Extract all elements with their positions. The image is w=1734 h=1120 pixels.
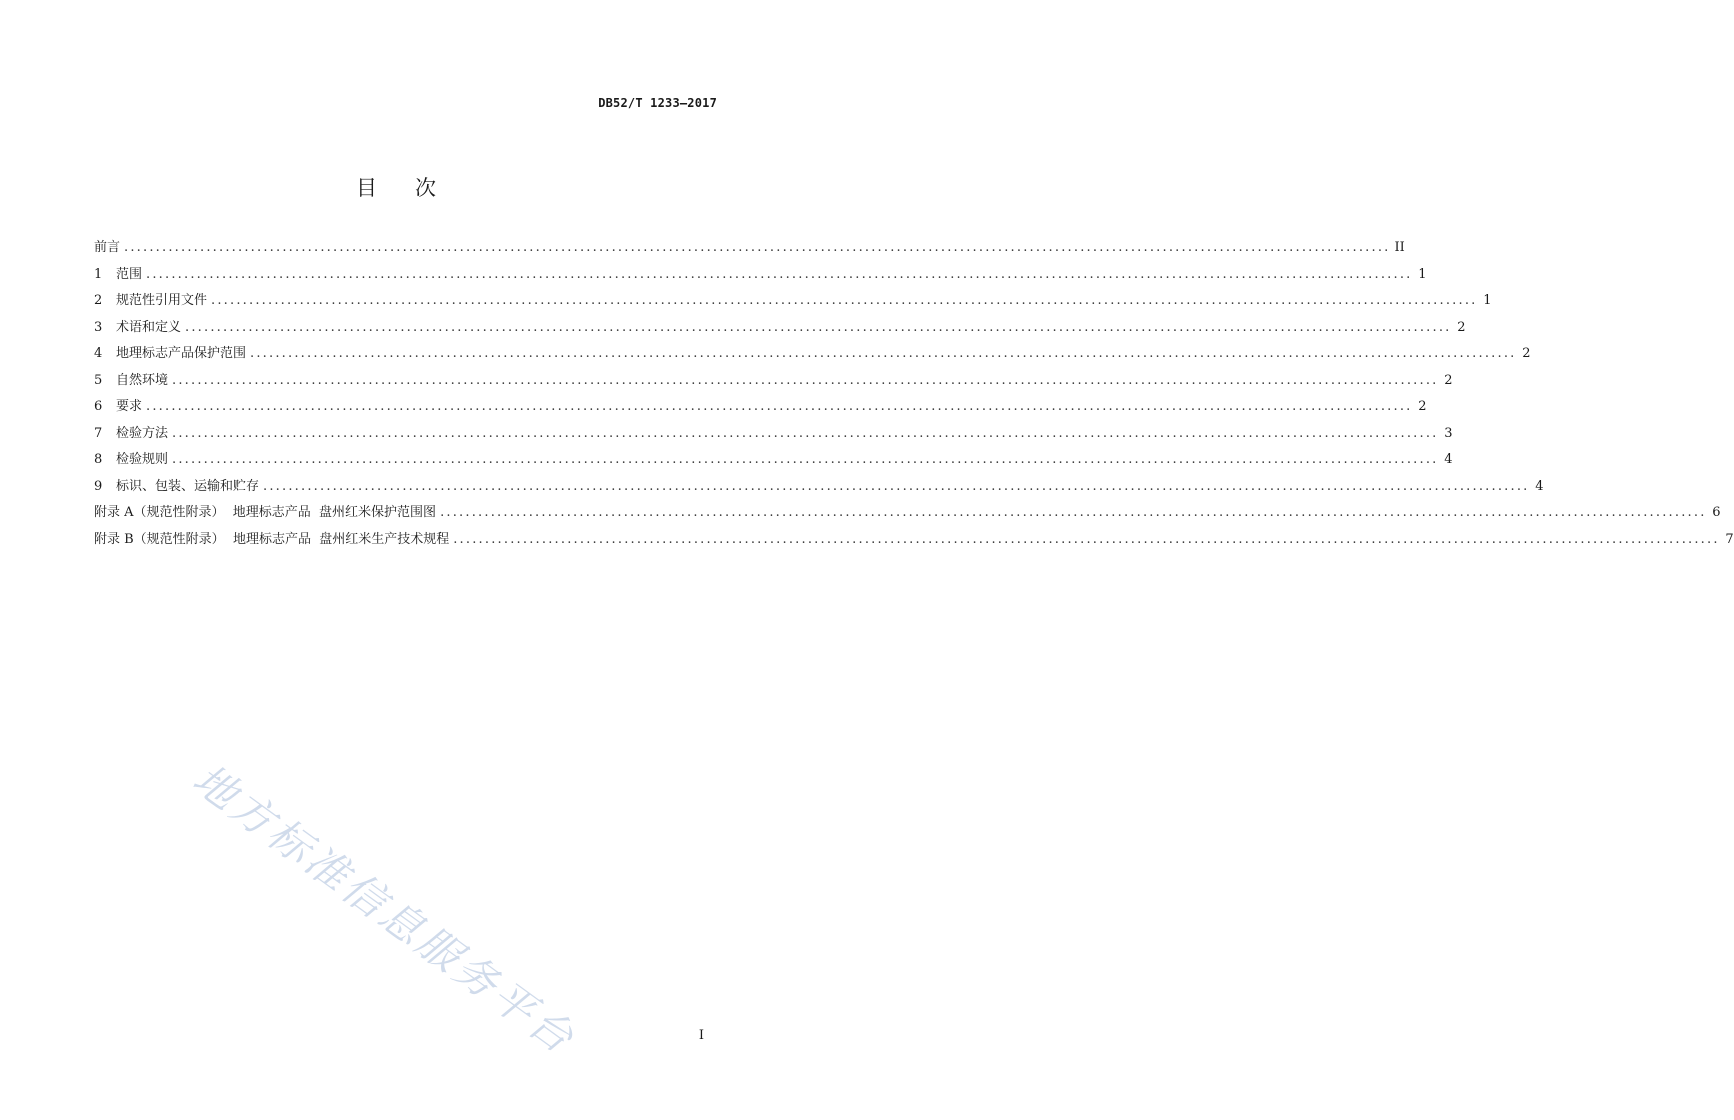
page-number: I xyxy=(698,1028,704,1043)
toc-entry-title: 附录 A（规范性附录） 地理标志产品 盘州红米保护范围图 xyxy=(94,505,437,520)
toc-entry[interactable] xyxy=(94,289,1492,316)
toc-entry[interactable] xyxy=(94,369,1453,396)
toc-entry-title: 要求 xyxy=(116,399,143,414)
toc-entry[interactable] xyxy=(94,236,1405,263)
toc-dot-leader: ........................................................................................................................................................................................................ xyxy=(211,293,1478,308)
toc-entry-title: 术语和定义 xyxy=(116,319,182,335)
toc-entry-number: 5 xyxy=(94,372,103,388)
toc-entry-title: 附录 B（规范性附录） 地理标志产品 盘州红米生产技术规程 xyxy=(94,531,450,547)
toc-entry-title: 检验规则 xyxy=(116,452,169,467)
toc-entry-number: 6 xyxy=(94,399,103,414)
document-code: DB52/T 1233—2017 xyxy=(598,96,717,110)
toc-dot-leader: ........................................................................................................................................................................................................ xyxy=(146,266,1413,282)
toc-entry-page: 2 xyxy=(1522,346,1531,361)
toc-entry-number: 4 xyxy=(94,346,103,361)
toc-entry[interactable] xyxy=(94,501,1721,528)
toc-entry-number: 1 xyxy=(94,266,103,282)
toc-entry-title: 前言 xyxy=(94,240,121,255)
toc-entry[interactable] xyxy=(94,395,1427,422)
toc-entry-number: 2 xyxy=(94,293,103,308)
toc-entry-page: II xyxy=(1394,240,1405,255)
toc-entry-page: 7 xyxy=(1725,531,1734,547)
toc-dot-leader: ........................................................................................................................................................................................................ xyxy=(172,452,1439,467)
toc-entry-page: 2 xyxy=(1444,372,1453,388)
toc-title: 目次 xyxy=(356,176,474,200)
toc-entry-title: 自然环境 xyxy=(116,372,169,388)
toc-entry-number: 8 xyxy=(94,452,103,467)
toc-dot-leader: ........................................................................................................................................................................................................ xyxy=(185,319,1452,335)
toc-entry-page: 3 xyxy=(1444,425,1453,441)
toc-entry[interactable] xyxy=(94,475,1544,502)
toc-entry-page: 2 xyxy=(1418,399,1427,414)
toc-entry-title: 检验方法 xyxy=(116,425,169,441)
toc-dot-leader: ........................................................................................................................................................................................................ xyxy=(440,505,1707,520)
toc-entry-title: 标识、包装、运输和贮存 xyxy=(116,478,260,494)
toc-entry-number: 3 xyxy=(94,319,103,335)
toc-dot-leader: ........................................................................................................................................................................................................ xyxy=(124,240,1391,255)
toc-entry-page: 6 xyxy=(1712,505,1721,520)
toc-entry-number: 9 xyxy=(94,478,103,494)
toc-entry[interactable] xyxy=(94,528,1734,555)
toc-entry-title: 规范性引用文件 xyxy=(116,293,208,308)
toc-entry-title: 范围 xyxy=(116,266,143,282)
toc-entry-page: 4 xyxy=(1444,452,1453,467)
toc-dot-leader: ........................................................................................................................................................................................................ xyxy=(172,372,1439,388)
toc-entry[interactable] xyxy=(94,316,1466,343)
toc-entry[interactable] xyxy=(94,342,1531,369)
toc-entry-number: 7 xyxy=(94,425,103,441)
toc-entry[interactable] xyxy=(94,448,1453,475)
toc-entry[interactable] xyxy=(94,263,1427,290)
toc-entry-page: 4 xyxy=(1535,478,1544,494)
toc-dot-leader: ........................................................................................................................................................................................................ xyxy=(453,531,1720,547)
toc-entry-title: 地理标志产品保护范围 xyxy=(116,346,247,361)
toc-entry-page: 1 xyxy=(1483,293,1492,308)
toc-dot-leader: ........................................................................................................................................................................................................ xyxy=(263,478,1530,494)
toc-entry-page: 2 xyxy=(1457,319,1466,335)
toc-dot-leader: ........................................................................................................................................................................................................ xyxy=(250,346,1517,361)
watermark: 地方标准信息服务平台 xyxy=(184,754,586,1065)
toc-entry[interactable] xyxy=(94,422,1453,449)
toc-dot-leader: ........................................................................................................................................................................................................ xyxy=(172,425,1439,441)
table-of-contents xyxy=(94,236,1734,554)
toc-entry-page: 1 xyxy=(1418,266,1427,282)
toc-dot-leader: ........................................................................................................................................................................................................ xyxy=(146,399,1413,414)
